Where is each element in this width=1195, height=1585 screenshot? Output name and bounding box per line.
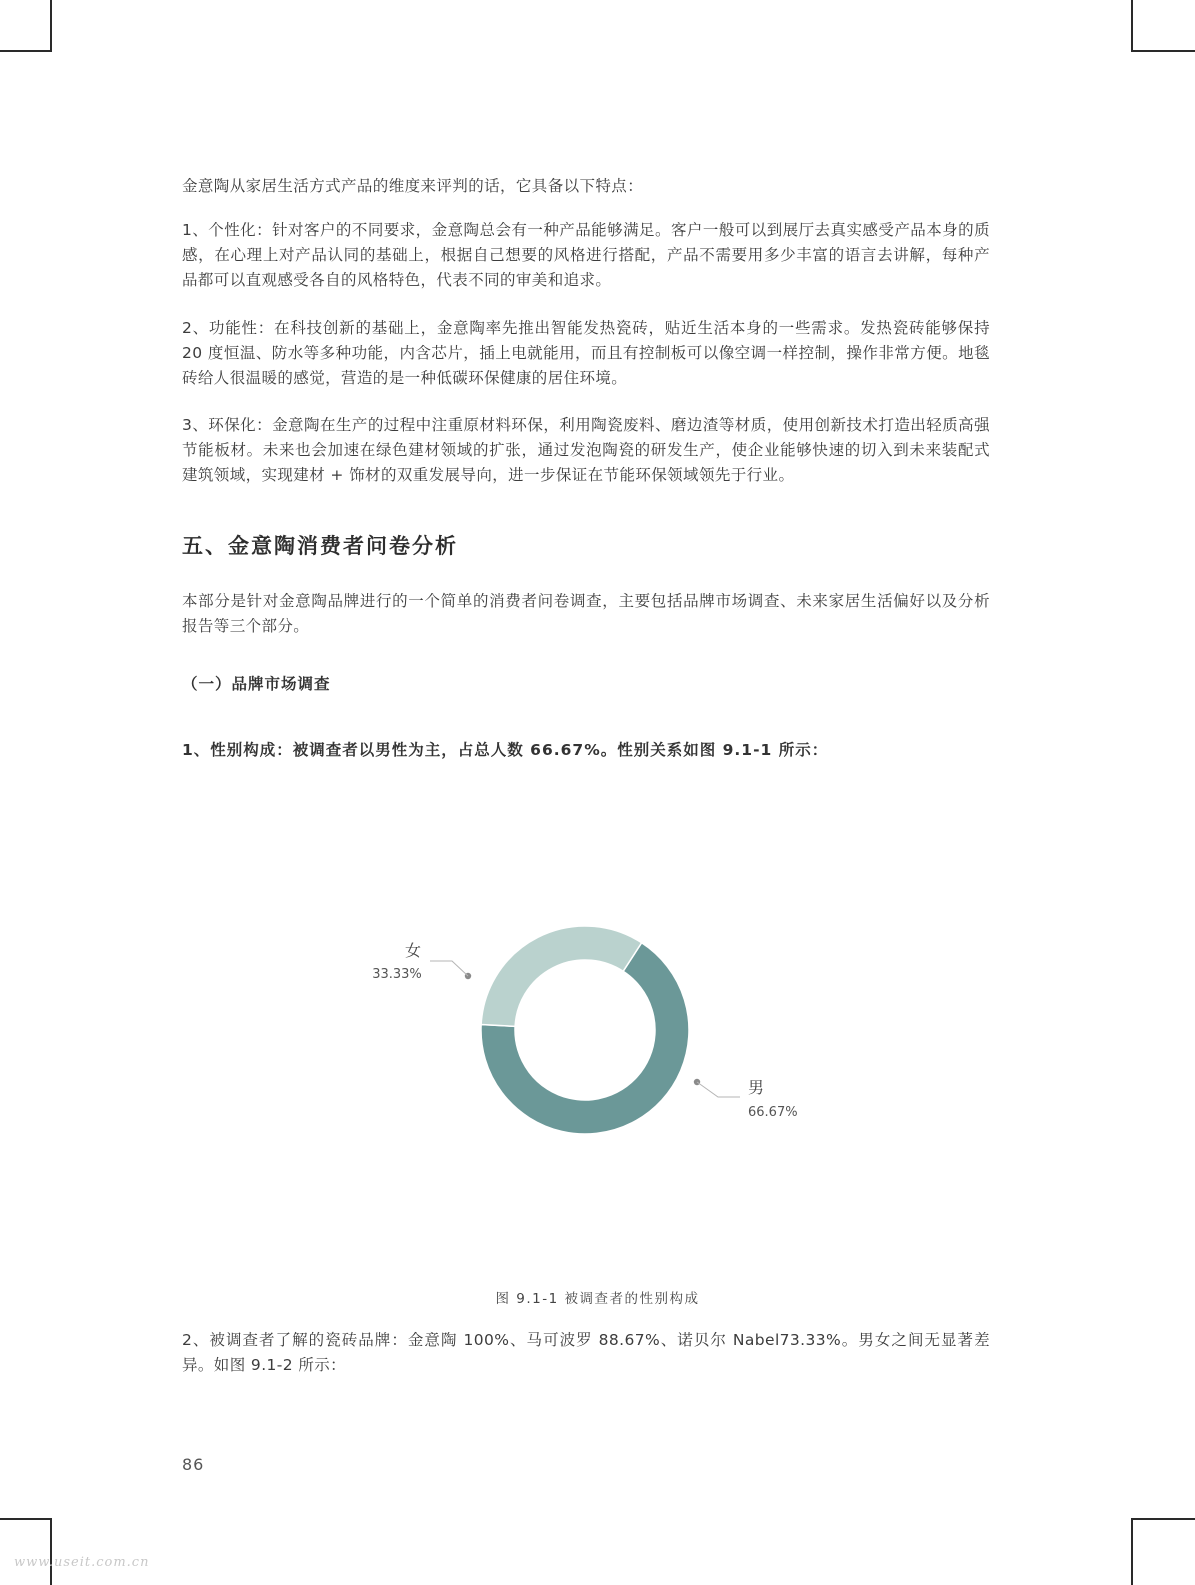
crop-mark-top-right-v — [1131, 0, 1133, 52]
crop-mark-bottom-left-h — [0, 1518, 52, 1520]
female-value-label: 33.33% — [372, 967, 422, 982]
donut-slice-female — [481, 926, 641, 1026]
male-label: 男 — [748, 1078, 765, 1097]
crop-mark-bottom-right-v — [1131, 1518, 1133, 1585]
item-brand-awareness: 2、被调查者了解的瓷砖品牌：金意陶 100%、马可波罗 88.67%、诺贝尔 Nabel73.33%。男女之间无显著差异。如图 9.1-2 所示： — [182, 1331, 990, 1374]
feature-functionality: 2、功能性：在科技创新的基础上，金意陶率先推出智能发热瓷砖，贴近生活本身的一些需求。发热瓷砖能够保持 20 度恒温、防水等多种功能，内含芯片，插上电就能用，而且有控制板可以像空调一样控制，操作非常方便。地毯砖给人很温暖的感觉，营造的是一种低碳环保健康的居住环境。 — [182, 319, 990, 387]
male-leader-line — [697, 1082, 740, 1097]
crop-mark-top-right-h — [1131, 50, 1195, 52]
female-leader-dot — [465, 973, 471, 979]
feature-personalization: 1、个性化：针对客户的不同要求，金意陶总会有一种产品能够满足。客户一般可以到展厅去真实感受产品本身的质感，在心理上对产品认同的基础上，根据自己想要的风格进行搭配，产品不需要用多少丰富的语言去讲解，每种产品都可以直观感受各自的风格特色，代表不同的审美和追求。 — [182, 221, 990, 289]
figure-caption: 图 9.1-1 被调查者的性别构成 — [495, 1291, 700, 1307]
feature-environmental: 3、环保化：金意陶在生产的过程中注重原材料环保，利用陶瓷废料、磨边渣等材质，使用创新技术打造出轻质高强节能板材。未来也会加速在绿色建材领域的扩张，通过发泡陶瓷的研发生产，使企业能够快速的切入到未来装配式建筑领域，实现建材 + 饰材的双重发展导向，进一步保证在节能环保领域领先于行业。 — [182, 416, 990, 484]
crop-mark-bottom-left-v — [50, 1518, 52, 1585]
subsection-title: （一）品牌市场调查 — [182, 675, 331, 693]
section-intro: 本部分是针对金意陶品牌进行的一个简单的消费者问卷调查，主要包括品牌市场调查、未来家居生活偏好以及分析报告等三个部分。 — [182, 592, 990, 635]
intro-paragraph: 金意陶从家居生活方式产品的维度来评判的话，它具备以下特点： — [182, 177, 644, 195]
female-label: 女 — [404, 941, 422, 960]
item-gender-composition: 1、性别构成：被调查者以男性为主，占总人数 66.67%。性别关系如图 9.1-1 所示： — [182, 741, 829, 759]
donut-slice-male — [481, 943, 689, 1134]
crop-mark-top-left-h — [0, 50, 52, 52]
crop-mark-top-left-v — [50, 0, 52, 52]
crop-mark-bottom-right-h — [1131, 1518, 1195, 1520]
watermark: www.useit.com.cn — [14, 1555, 150, 1570]
male-leader-dot — [694, 1079, 700, 1085]
female-leader-line — [430, 961, 468, 976]
page-number: 86 — [182, 1455, 205, 1474]
section-title: 五、金意陶消费者问卷分析 — [182, 534, 458, 558]
male-value-label: 66.67% — [748, 1105, 798, 1120]
